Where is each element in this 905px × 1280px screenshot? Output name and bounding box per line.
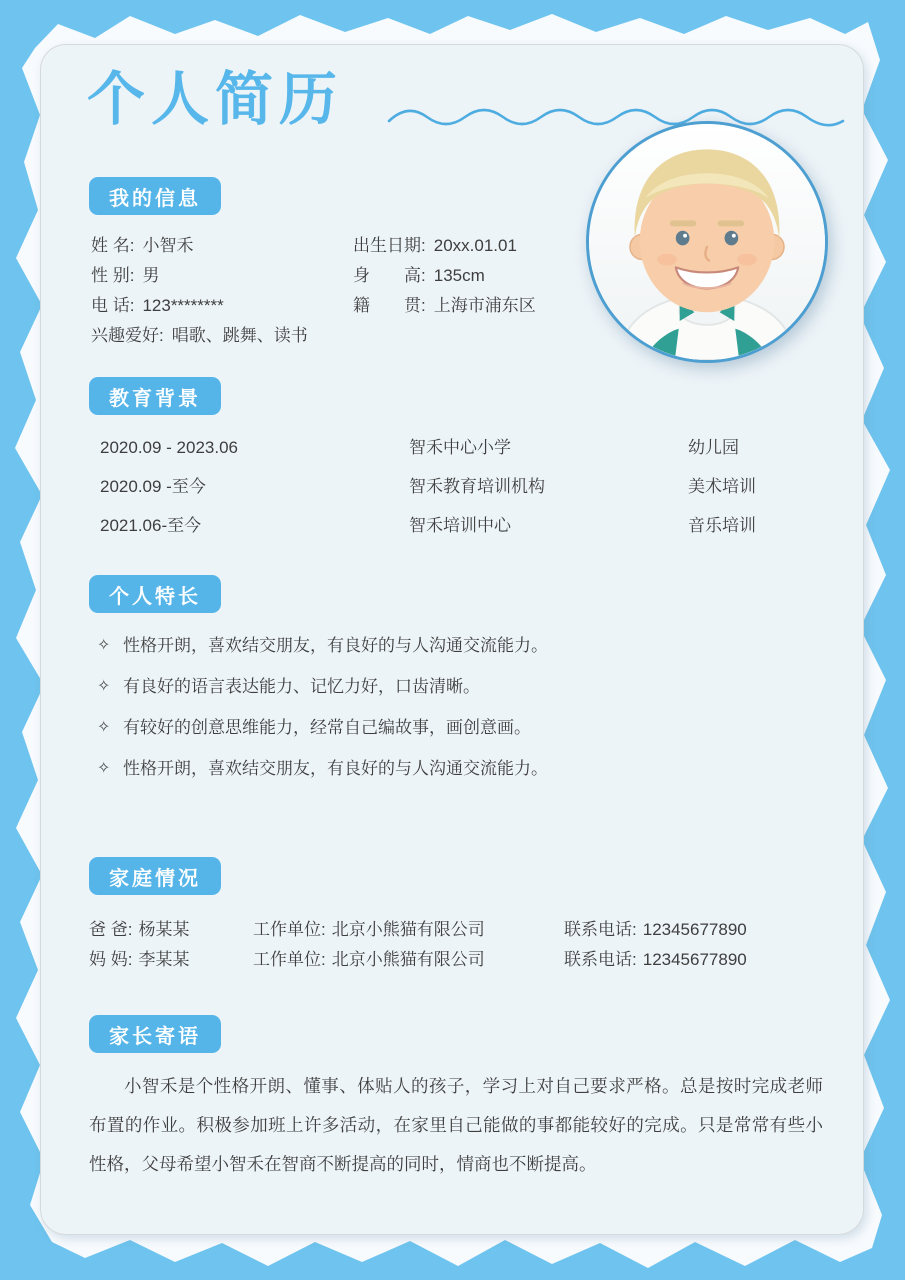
edu-school: 智禾教育培训机构 bbox=[409, 477, 545, 496]
section-badge-education: 教育背景 bbox=[89, 377, 221, 415]
info-field-hobbies bbox=[91, 321, 308, 351]
field-label: 籍 贯: bbox=[353, 296, 426, 315]
field-label: 性 别: bbox=[91, 266, 135, 285]
page-title: 个人简历 bbox=[87, 67, 344, 132]
strength-text: 有良好的语言表达能力、记忆力好，口齿清晰。 bbox=[123, 677, 480, 696]
sparkle-bullet-icon: ✧ bbox=[97, 760, 111, 777]
field-label: 身 高: bbox=[353, 266, 426, 285]
edu-period: 2020.09 -至今 bbox=[100, 477, 206, 496]
info-field-phone bbox=[91, 291, 308, 321]
field-label: 联系电话: bbox=[564, 950, 637, 969]
education-table bbox=[89, 433, 859, 550]
family-work bbox=[253, 915, 485, 945]
education-row bbox=[89, 511, 859, 541]
list-item bbox=[89, 754, 849, 784]
field-label: 姓 名: bbox=[91, 236, 135, 255]
field-label: 出生日期: bbox=[353, 236, 426, 255]
section-badge-strengths: 个人特长 bbox=[89, 575, 221, 613]
field-value: 135cm bbox=[433, 266, 485, 285]
edu-type: 美术培训 bbox=[688, 477, 756, 496]
resume-card bbox=[40, 44, 864, 1235]
field-label: 电 话: bbox=[91, 296, 135, 315]
section-badge-parents-message: 家长寄语 bbox=[89, 1015, 221, 1053]
edu-period: 2020.09 - 2023.06 bbox=[100, 438, 239, 457]
strength-text: 性格开朗，喜欢结交朋友，有良好的与人沟通交流能力。 bbox=[123, 759, 548, 778]
edu-type: 音乐培训 bbox=[688, 516, 756, 535]
field-label: 爸 爸: bbox=[89, 920, 133, 939]
info-field-hometown bbox=[353, 291, 536, 321]
field-value: 杨某某 bbox=[138, 920, 190, 939]
info-right-column bbox=[353, 231, 536, 321]
family-row-father bbox=[89, 915, 859, 945]
field-value: 20xx.01.01 bbox=[433, 236, 517, 255]
field-label: 工作单位: bbox=[253, 950, 326, 969]
sparkle-bullet-icon: ✧ bbox=[97, 678, 111, 695]
family-relation bbox=[89, 915, 189, 945]
family-work bbox=[253, 945, 485, 975]
edu-type: 幼儿园 bbox=[688, 438, 739, 457]
field-label: 兴趣爱好: bbox=[91, 326, 164, 345]
field-label: 妈 妈: bbox=[89, 950, 133, 969]
sparkle-bullet-icon: ✧ bbox=[97, 637, 111, 654]
family-table bbox=[89, 915, 859, 975]
list-item bbox=[89, 631, 849, 661]
info-field-birthdate bbox=[353, 231, 536, 261]
family-relation bbox=[89, 945, 189, 975]
list-item bbox=[89, 713, 849, 743]
field-value: 北京小熊猫有限公司 bbox=[331, 920, 485, 939]
parents-message-paragraph: 小智禾是个性格开朗、懂事、体贴人的孩子，学习上对自己要求严格。总是按时完成老师布置的作业。积极参加班上许多活动，在家里自己能做的事都能较好的完成。只是常常有些小性格，父母希望小智禾在智商不断提高的同时，情商也不断提高。 bbox=[89, 1076, 823, 1174]
field-label: 联系电话: bbox=[564, 920, 637, 939]
info-field-name bbox=[91, 231, 308, 261]
strengths-list bbox=[89, 631, 849, 795]
field-value: 唱歌、跳舞、读书 bbox=[171, 326, 308, 345]
section-badge-family: 家庭情况 bbox=[89, 857, 221, 895]
field-value: 12345677890 bbox=[642, 920, 747, 939]
edu-school: 智禾培训中心 bbox=[409, 516, 511, 535]
section-badge-my-info: 我的信息 bbox=[89, 177, 221, 215]
info-field-height bbox=[353, 261, 536, 291]
list-item bbox=[89, 672, 849, 702]
strength-text: 有较好的创意思维能力，经常自己编故事，画创意画。 bbox=[123, 718, 531, 737]
family-phone bbox=[564, 915, 747, 945]
field-value: 上海市浦东区 bbox=[433, 296, 536, 315]
sparkle-bullet-icon: ✧ bbox=[97, 719, 111, 736]
field-value: 北京小熊猫有限公司 bbox=[331, 950, 485, 969]
family-phone bbox=[564, 945, 747, 975]
field-label: 工作单位: bbox=[253, 920, 326, 939]
wave-line-icon bbox=[387, 99, 847, 133]
education-row bbox=[89, 433, 859, 463]
child-photo bbox=[586, 121, 834, 369]
edu-school: 智禾中心小学 bbox=[409, 438, 511, 457]
field-value: 小智禾 bbox=[142, 236, 194, 255]
education-row bbox=[89, 472, 859, 502]
field-value: 123******** bbox=[142, 296, 224, 315]
strength-text: 性格开朗，喜欢结交朋友，有良好的与人沟通交流能力。 bbox=[123, 636, 548, 655]
edu-period: 2021.06-至今 bbox=[100, 516, 202, 535]
field-value: 男 bbox=[142, 266, 160, 285]
field-value: 李某某 bbox=[138, 950, 190, 969]
field-value: 12345677890 bbox=[642, 950, 747, 969]
family-row-mother bbox=[89, 945, 859, 975]
info-field-gender bbox=[91, 261, 308, 291]
info-left-column bbox=[91, 231, 308, 351]
